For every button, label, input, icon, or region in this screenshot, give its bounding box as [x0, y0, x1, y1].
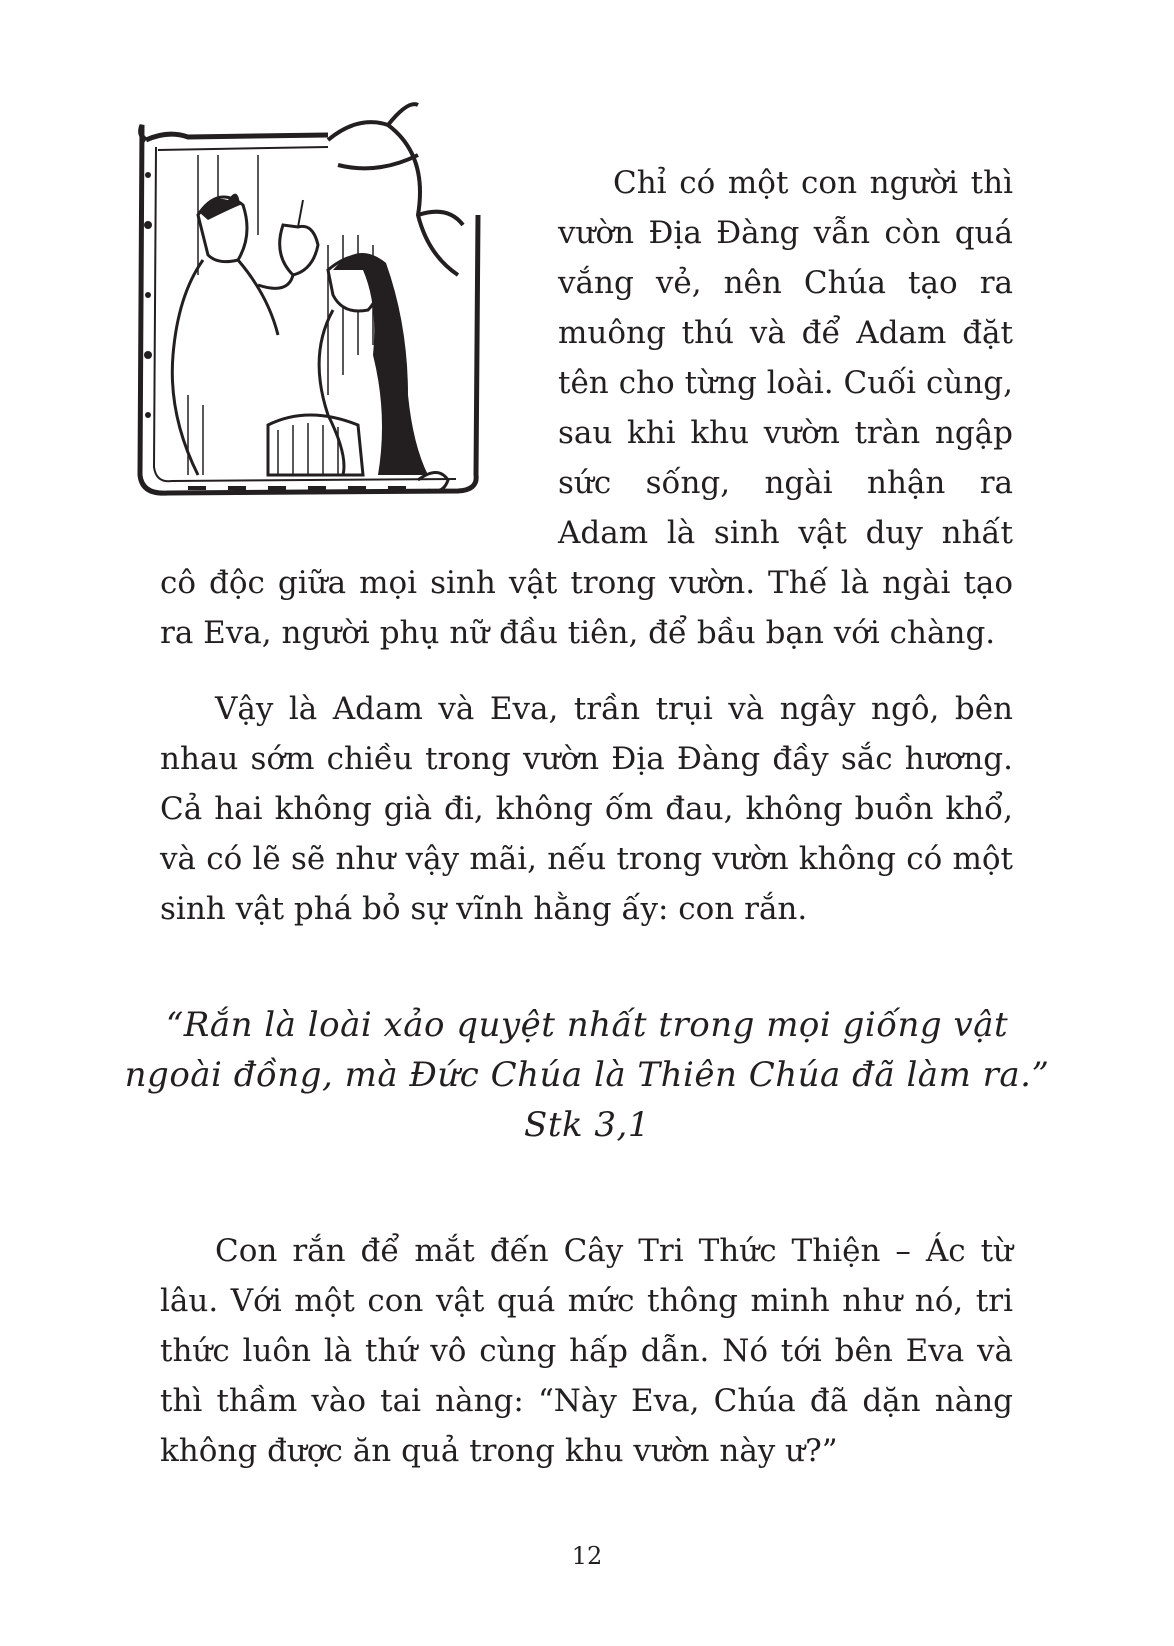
paragraph-2-text: Vậy là Adam và Eva, trần trụi và ngây ngô, bên nhau sớm chiều trong vườn Địa Đàng đầy sắc hương. Cả hai không già đi, không ốm đau, không buồn khổ, và có lẽ sẽ như vậy mãi, nếu trong vườn không có một sinh vật phá bỏ sự vĩnh hằng ấy: con rắn. — [160, 691, 1013, 927]
illustration-spacer — [160, 158, 558, 558]
paragraph-2 — [160, 684, 1013, 934]
paragraph-1-text: Chỉ có một con người thì vườn Địa Đàng vẫn còn quá vắng vẻ, nên Chúa tạo ra muông thú và để Adam đặt tên cho từng loài. Cuối cùng, sau khi khu vườn tràn ngập sức sống, ngài nhận ra Adam là sinh vật duy nhất cô độc giữa mọi sinh vật trong vườn. Thế là ngài tạo ra Eva, người phụ nữ đầu tiên, để bầu bạn với chàng. — [160, 165, 1013, 651]
page-number: 12 — [571, 1542, 603, 1570]
quote-line-2: ngoài đồng, mà Đức Chúa là Thiên Chúa đã làm ra.” — [124, 1055, 1050, 1095]
scripture-quote — [120, 1000, 1054, 1150]
quote-line-1: “Rắn là loài xảo quyệt nhất trong mọi giống vật — [165, 1005, 1009, 1045]
paragraph-3-text: Con rắn để mắt đến Cây Tri Thức Thiện – Ác từ lâu. Với một con vật quá mức thông minh như nó, tri thức luôn là thứ vô cùng hấp dẫn. Nó tới bên Eva và thì thầm vào tai nàng: “Này Eva, Chúa đã dặn nàng không được ăn quả trong khu vườn này ư?” — [160, 1233, 1013, 1469]
paragraph-1 — [160, 158, 1013, 658]
quote-citation: Stk 3,1 — [524, 1105, 650, 1145]
paragraph-3 — [160, 1226, 1013, 1476]
